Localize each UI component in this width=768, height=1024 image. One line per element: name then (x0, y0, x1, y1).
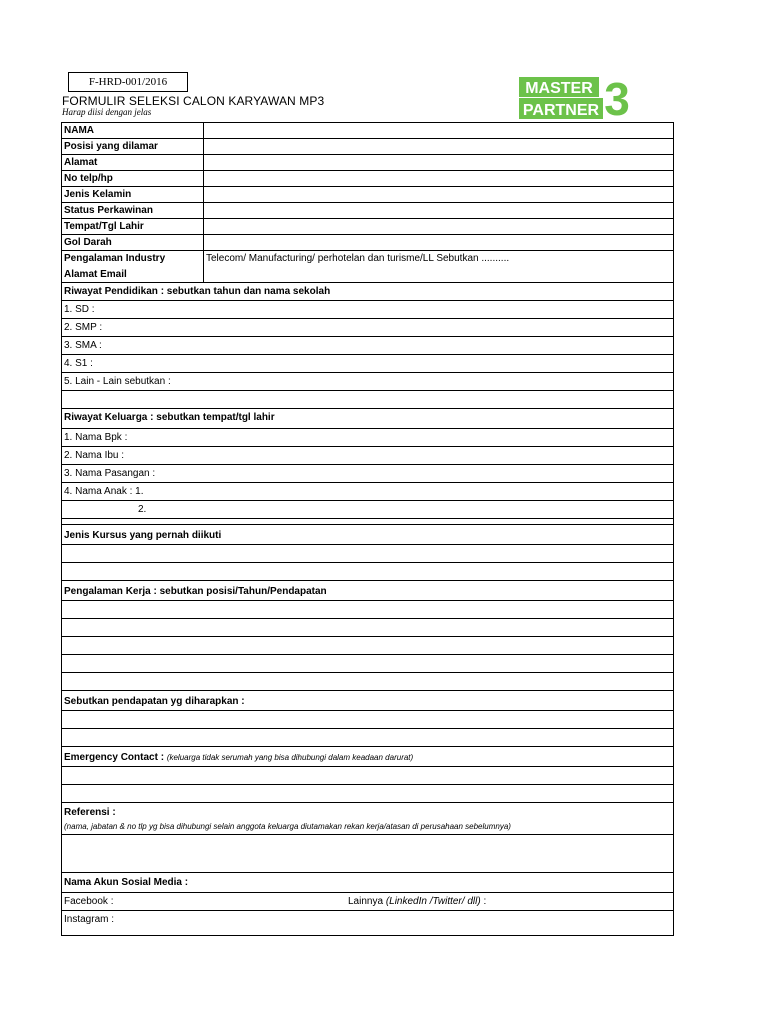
row-smp (62, 319, 673, 337)
row-industry-email (62, 251, 673, 283)
row-pendapatan-2[interactable] (62, 729, 673, 747)
field-gol-darah[interactable] (203, 235, 673, 250)
logo-numeral: 3 (604, 75, 630, 121)
heading-sosmed: Nama Akun Sosial Media : (64, 877, 189, 888)
row-emergency-2[interactable] (62, 785, 673, 803)
row-sd (62, 301, 673, 319)
industry-options: Telecom/ Manufacturing/ perhotelan dan turisme/LL Sebutkan .......... (206, 253, 510, 264)
row-referensi-heading (62, 803, 673, 821)
field-telp[interactable] (203, 171, 673, 186)
field-smp[interactable]: 2. SMP : (64, 322, 103, 333)
heading-referensi: Referensi : (64, 807, 116, 818)
row-nama (62, 123, 673, 139)
field-alamat[interactable] (203, 155, 673, 170)
field-jenis-kelamin[interactable] (203, 187, 673, 202)
field-facebook[interactable]: Facebook : (64, 896, 114, 907)
row-facebook (62, 893, 673, 911)
row-emergency-1[interactable] (62, 767, 673, 785)
field-bapak[interactable]: 1. Nama Bpk : (64, 432, 128, 443)
form-subtitle: Harap diisi dengan jelas (62, 107, 152, 117)
lainnya-colon: : (483, 896, 487, 907)
field-industry[interactable] (203, 251, 673, 282)
field-anak-2[interactable]: 2. (138, 504, 147, 515)
row-posisi (62, 139, 673, 155)
label-nama: NAMA (64, 125, 94, 136)
field-sd[interactable]: 1. SD : (64, 304, 95, 315)
logo-text-partner: PARTNER (522, 102, 600, 119)
row-kerja-2[interactable] (62, 619, 673, 637)
master-partner-3-logo (519, 75, 633, 121)
row-kerja-5[interactable] (62, 673, 673, 691)
heading-keluarga: Riwayat Keluarga : sebutkan tempat/tgl lahir (64, 412, 275, 423)
row-ibu (62, 447, 673, 465)
label-telp: No telp/hp (64, 173, 113, 184)
row-kursus-1[interactable] (62, 545, 673, 563)
field-sma[interactable]: 3. SMA : (64, 340, 102, 351)
row-kerja-3[interactable] (62, 637, 673, 655)
form-code: F-HRD-001/2016 (68, 72, 188, 92)
label-jenis-kelamin: Jenis Kelamin (64, 189, 132, 200)
label-alamat: Alamat (64, 157, 98, 168)
row-sosmed-heading (62, 873, 673, 893)
field-ttl[interactable] (203, 219, 673, 234)
row-pendidikan-heading (62, 283, 673, 301)
row-kursus-2[interactable] (62, 563, 673, 581)
row-blank[interactable] (62, 391, 673, 409)
row-bapak (62, 429, 673, 447)
label-pengalaman-industry: Pengalaman Industry (64, 253, 166, 264)
row-jenis-kelamin (62, 187, 673, 203)
heading-kerja: Pengalaman Kerja : sebutkan posisi/Tahun/Pendapatan (64, 586, 327, 597)
heading-pendapatan: Sebutkan pendapatan yg diharapkan : (64, 696, 245, 707)
label-posisi: Posisi yang dilamar (64, 141, 158, 152)
field-instagram[interactable]: Instagram : (64, 914, 115, 925)
row-pendapatan-1[interactable] (62, 711, 673, 729)
row-s1 (62, 355, 673, 373)
field-lainnya[interactable] (346, 893, 673, 910)
row-referensi-note (62, 821, 673, 835)
label-status: Status Perkawinan (64, 205, 153, 216)
heading-pendidikan: Riwayat Pendidikan : sebutkan tahun dan nama sekolah (64, 286, 331, 297)
row-ttl (62, 219, 673, 235)
row-sma (62, 337, 673, 355)
row-status (62, 203, 673, 219)
row-kerja-heading (62, 581, 673, 601)
form-title: FORMULIR SELEKSI CALON KARYAWAN MP3 (62, 94, 325, 108)
row-kerja-1[interactable] (62, 601, 673, 619)
field-ibu[interactable]: 2. Nama Ibu : (64, 450, 125, 461)
application-form (61, 122, 674, 936)
row-alamat (62, 155, 673, 171)
label-ttl: Tempat/Tgl Lahir (64, 221, 144, 232)
label-industry-email (62, 251, 204, 282)
lainnya-label: Lainnya (348, 896, 384, 907)
row-anak (62, 483, 673, 501)
referensi-note: (nama, jabatan & no tlp yg bisa dihubungi selain anggota keluarga diutamakan rekan kerja/atasan di perusahaan sebelumnya) (64, 822, 511, 831)
field-nama[interactable] (203, 123, 673, 138)
row-gol-darah (62, 235, 673, 251)
field-lain[interactable]: 5. Lain - Lain sebutkan : (64, 376, 171, 387)
row-telp (62, 171, 673, 187)
field-s1[interactable]: 4. S1 : (64, 358, 93, 369)
logo-text-master: MASTER (525, 80, 593, 97)
row-lain (62, 373, 673, 391)
row-keluarga-heading (62, 409, 673, 429)
label-alamat-email: Alamat Email (64, 269, 127, 280)
lainnya-options: (LinkedIn /Twitter/ dll) (385, 896, 481, 907)
row-emergency-heading (62, 747, 673, 767)
heading-kursus: Jenis Kursus yang pernah diikuti (64, 530, 222, 541)
label-gol-darah: Gol Darah (64, 237, 112, 248)
row-referensi-field[interactable] (62, 835, 673, 873)
row-pendapatan-heading (62, 691, 673, 711)
row-instagram (62, 911, 673, 935)
field-posisi[interactable] (203, 139, 673, 154)
row-kursus-heading (62, 525, 673, 545)
emergency-label: Emergency Contact : (64, 752, 165, 763)
row-anak-2 (62, 501, 673, 519)
field-status[interactable] (203, 203, 673, 218)
row-pasangan (62, 465, 673, 483)
row-kerja-4[interactable] (62, 655, 673, 673)
emergency-note: (keluarga tidak serumah yang bisa dihubungi dalam keadaan darurat) (166, 753, 414, 762)
field-pasangan[interactable]: 3. Nama Pasangan : (64, 468, 156, 479)
heading-emergency (62, 747, 673, 766)
field-anak[interactable]: 4. Nama Anak : 1. (64, 486, 144, 497)
